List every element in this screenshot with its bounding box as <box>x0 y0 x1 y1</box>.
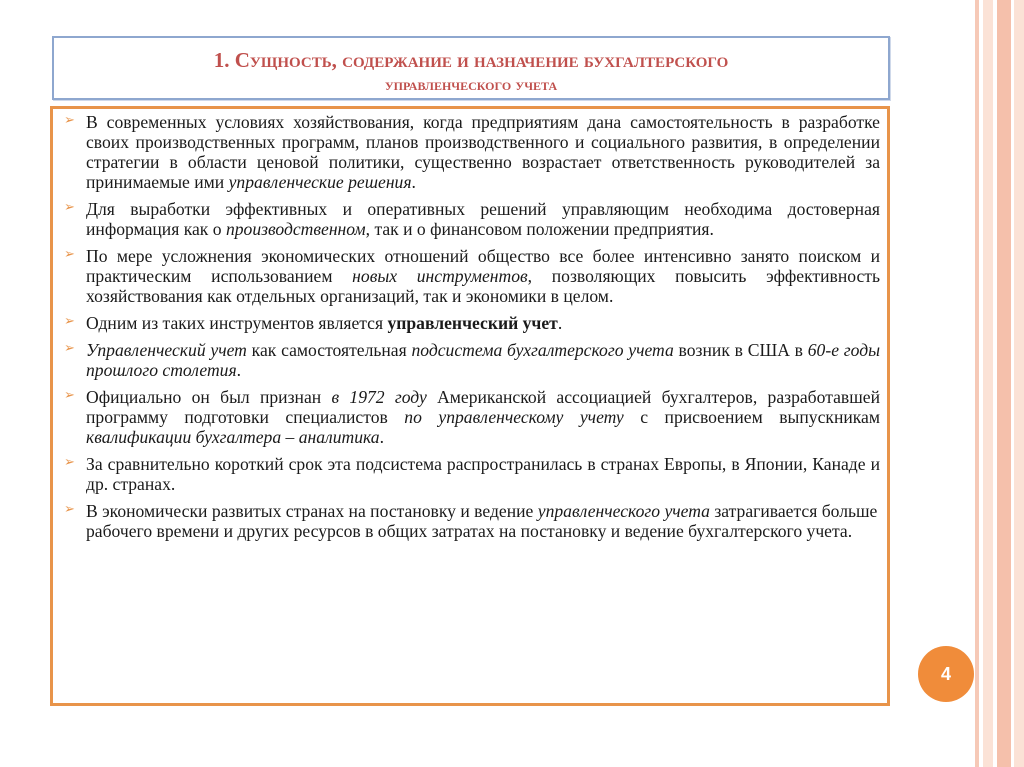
bullet-text: Американской ассоциацией бухгалтеров, разработавшей программу подготовки специалистов <box>86 387 880 427</box>
bullet-item <box>64 313 880 333</box>
chevron-right-icon: ➢ <box>64 388 75 403</box>
slide-title-line-2: управленческого учета <box>384 75 558 94</box>
bullet-text: в 1972 году <box>331 387 427 407</box>
bullet-text: новых инструментов <box>352 266 528 286</box>
page-number: 4 <box>918 646 974 702</box>
bullet-text: . <box>411 172 416 192</box>
bullet-text: . <box>379 427 385 447</box>
bullet-text: , так и о финансовом положении предприятия. <box>365 219 714 239</box>
bullet-item <box>64 340 881 380</box>
bullet-text: квалификации бухгалтера – аналитика <box>86 427 380 447</box>
decorative-stripe <box>975 0 979 767</box>
bullet-text: по управленческому учету <box>404 407 624 427</box>
bullet-text: как самостоятельная <box>246 340 412 360</box>
bullet-text: возник в США в <box>673 340 808 360</box>
bullet-text: По мере усложнения экономических отношений общество все более интенсивно занято поиском и практическим использованием <box>86 246 880 286</box>
bullet-text: Одним из таких инструментов является <box>86 313 388 333</box>
bullet-text: управленческие решения <box>228 172 412 192</box>
bullet-text: За сравнительно короткий срок эта подсистема распространилась в странах Европы, в Японии, Канаде и др. странах. <box>86 454 880 494</box>
bullet-text: В современных условиях хозяйствования, когда предприятиям дана самостоятельность в разработке своих производственных программ, планов производственного и социального развития, в определении стратегии в области ценовой политики, существенно возрастает ответственность руководителей за принимаемые ими <box>86 112 880 192</box>
bullet-list <box>64 112 881 548</box>
bullet-text: 60-е годы прошлого столетия <box>86 340 881 380</box>
decorative-stripe <box>983 0 993 767</box>
bullet-text: Официально он был признан <box>86 387 332 407</box>
chevron-right-icon: ➢ <box>64 247 75 262</box>
chevron-right-icon: ➢ <box>64 502 75 517</box>
bullet-text: с присвоением выпускникам <box>623 407 880 427</box>
bullet-item <box>64 199 880 239</box>
bullet-text: В экономически развитых странах на постановку и ведение <box>86 501 538 521</box>
chevron-right-icon: ➢ <box>64 455 75 470</box>
bullet-text: затрагивается больше рабочего времени и других ресурсов в общих затратах на постановку и ведение бухгалтерского учета. <box>86 501 878 541</box>
chevron-right-icon: ➢ <box>64 200 75 215</box>
bullet-text: подсистема бухгалтерского учета <box>411 340 674 360</box>
bullet-item <box>64 387 880 447</box>
bullet-text: , позволяющих повысить эффективность хозяйствования как отдельных организаций, так и экономики в целом. <box>86 266 880 306</box>
bullet-text: . <box>557 313 563 333</box>
slide-title-line-1: 1. Сущность, содержание и назначение бухгалтерского <box>213 48 729 72</box>
decorative-stripe <box>1014 0 1024 767</box>
chevron-right-icon: ➢ <box>64 113 75 128</box>
bullet-text: . <box>236 360 242 380</box>
slide-title-box <box>52 36 890 100</box>
chevron-right-icon: ➢ <box>64 341 75 356</box>
bullet-item <box>64 112 880 192</box>
chevron-right-icon: ➢ <box>64 314 75 329</box>
bullet-item <box>64 501 880 541</box>
bullet-text: управленческий учет <box>387 313 558 333</box>
bullet-item <box>64 246 880 306</box>
bullet-text: производственном <box>225 219 366 239</box>
bullet-text: Для выработки эффективных и оперативных решений управляющим необходима достоверная информация как о <box>86 199 880 239</box>
bullet-item <box>64 454 880 494</box>
bullet-text: управленческого учета <box>537 501 710 521</box>
bullet-text: Управленческий учет <box>86 340 247 360</box>
decorative-stripe <box>997 0 1011 767</box>
